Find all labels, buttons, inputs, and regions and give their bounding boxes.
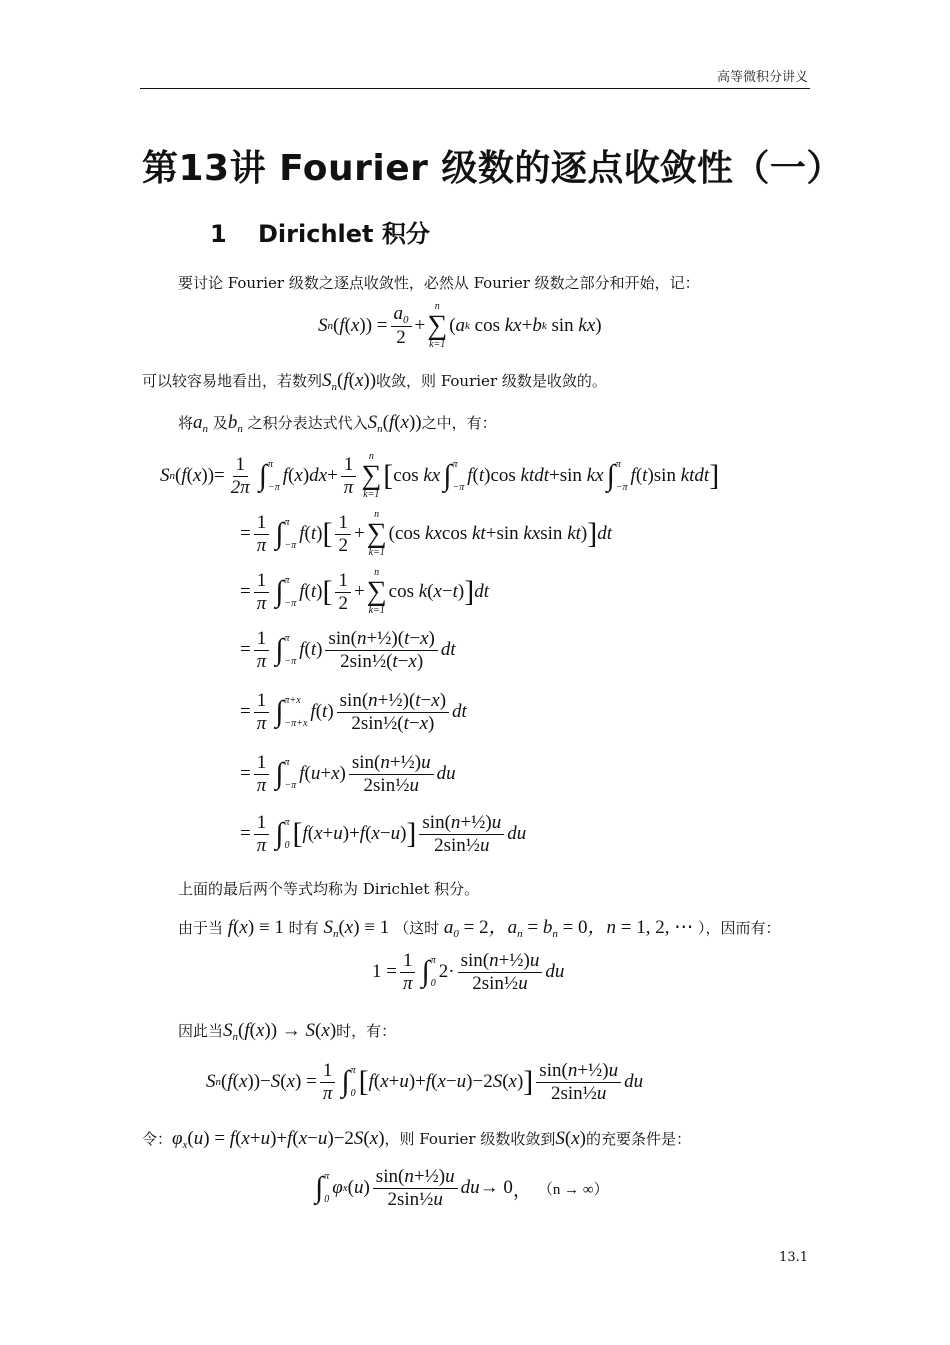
derivation-line-6: = $\frac{1}{\pi}$ ∫ π −π f ( u + x ) $\frac{\text{sin(n+½)u}}{\text{2sin½u}}$ du [240,752,456,796]
hence-paragraph: 因此当$S_n(f(x)) \to S(x)$时，有： [178,1020,397,1043]
since-paren-end: ），因而有： [698,919,781,937]
running-head: 高等微积分讲义 [716,70,808,85]
section-heading: Dirichlet 积分 [258,220,430,248]
derivation-line-1: S n ( f ( x )) = $\frac{1}{2\pi}$ ∫ π −π f ( x ) dx + $\frac{1}{\pi}$ n ∑ k=1 [ cos kx ∫ π −π f ( t ) cos ktdt + sin kx ∫ π −π f ( t ) sin ktdt ] [160,451,720,500]
let-suffix: 的充要条件是： [585,1130,691,1148]
hence-prefix: 因此当 [178,1022,224,1040]
let-paragraph: 令：$\varphi_x(u) = f(x+u)+f(x-u)-2S(x)$，则 Fourier 级数收敛到S(x)的充要条件是： [142,1128,691,1151]
derivation-line-2: = $\frac{1}{\pi}$ ∫ π −π f ( t ) [ $\frac{1}{2}$ + n ∑ k=1 (cos kx cos kt + sin kx sin kt ) ] dt [240,509,613,558]
equation-convergence-condition: ∫ π 0 φ x ( u ) $\frac{\text{sin(n+½)u}}{\text{2sin½u}}$ du → 0 ， （n → ∞） [315,1166,609,1210]
derivation-line-7: = $\frac{1}{\pi}$ ∫ π 0 [ f ( x + u )+ f ( x − u ) ] $\frac{\text{sin(n+½)u}}{\text{2sin½u}}$ du [240,812,527,856]
chapter-title: 第13讲 Fourier 级数的逐点收敛性（一） [142,148,843,189]
derivation-line-5: = $\frac{1}{\pi}$ ∫ π+x −π+x f ( t ) $\frac{\text{sin(n+½)(t−x)}}{\text{2sin½(t−x)}}$ dt [240,690,467,734]
intro-paragraph: 要讨论 Fourier 级数之逐点收敛性，必然从 Fourier 级数之部分和开始，记： [178,274,700,292]
observation-prefix: 可以较容易地看出，若数列 [142,372,323,390]
derivation-line-4: = $\frac{1}{\pi}$ ∫ π −π f ( t ) $\frac{\text{sin(n+½)(t−x)}}{\text{2sin½(t−x)}}$ dt [240,628,456,672]
dirichlet-note: 上面的最后两个等式均称为 Dirichlet 积分。 [178,880,480,898]
since-paren: （这时 [394,919,440,937]
subst-prefix: 将 [178,414,194,432]
let-prefix: 令： [142,1130,173,1148]
header-rule [140,88,810,89]
subst-suffix: 之中，有： [421,414,497,432]
derivation-line-3: = $\frac{1}{\pi}$ ∫ π −π f ( t ) [ $\frac{1}{2}$ + n ∑ k=1 cos k ( x − t ) ] dt [240,567,490,616]
substitution-paragraph: 将$a_n$ 及$b_n$ 之积分表达式代入$S_n(f(x))$之中，有： [178,412,497,435]
subst-mid: 之积分表达式代入 [247,414,368,432]
section-number: 1 [210,220,227,248]
subst-and: 及 [212,414,228,432]
hence-suffix: 时，有： [336,1022,397,1040]
section-title [210,214,430,249]
observation-suffix: 收敛，则 Fourier 级数是收敛的。 [376,372,607,390]
limit-condition: （n → ∞） [537,1181,609,1198]
page-number: 13.1 [779,1250,808,1265]
equation-partial-sum: S n ( f ( x )) = $\frac{a_0}{2}$ + n ∑ k=1 ( a k cos kx + b k sin kx ) [318,301,602,350]
equation-difference: S n ( f ( x ))− S ( x ) = $\frac{1}{\pi}$ ∫ π 0 [ f ( x + u )+ f ( x − u )−2 S ( x ) ] $\frac{\text{sin(n+½)u}}{\text{2sin½u}}$ du [206,1060,644,1104]
since-paragraph: 由于当 f(x) ≡ 1 时有 $S_n(x) \equiv 1$ （这时 $a_0 = 2$，$a_n = b_n = 0$，n = 1, 2, ⋯ ），因而有： [178,917,781,940]
equation-normalization: 1 = $\frac{1}{\pi}$ ∫ π 0 2· $\frac{\text{sin(n+½)u}}{\text{2sin½u}}$ du [372,950,565,994]
observation-paragraph: 可以较容易地看出，若数列$S_n(f(x))$收敛，则 Fourier 级数是收敛的。 [142,370,607,393]
since-mid: 时有 [288,919,319,937]
since-prefix: 由于当 [178,919,224,937]
let-mid: ，则 Fourier 级数收敛到 [384,1130,556,1148]
